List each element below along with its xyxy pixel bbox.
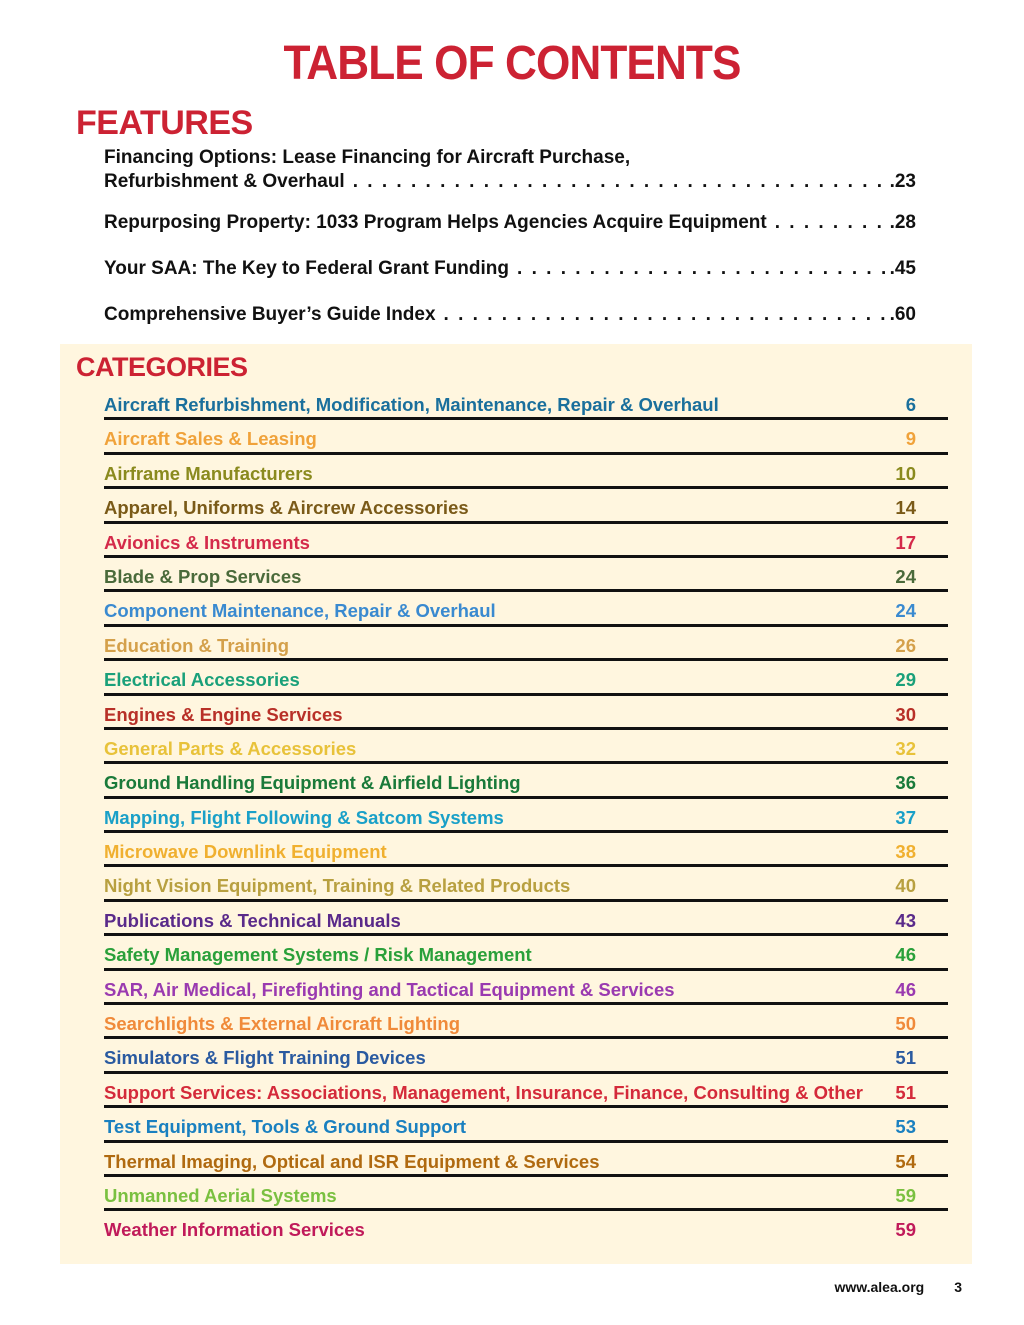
- categories-list: [104, 386, 948, 1246]
- category-page-number: 10: [895, 462, 916, 484]
- page-footer: [834, 1279, 962, 1295]
- category-page-number: 24: [895, 600, 916, 622]
- feature-page-number: .23: [889, 171, 916, 192]
- category-label: Apparel, Uniforms & Aircrew Accessories: [104, 497, 469, 519]
- category-row[interactable]: [104, 1211, 948, 1245]
- footer-website[interactable]: www.alea.org: [834, 1279, 925, 1295]
- feature-page-number: .45: [889, 258, 916, 279]
- category-row[interactable]: [104, 386, 948, 420]
- feature-item[interactable]: [104, 257, 916, 281]
- leader-dots: [444, 303, 886, 327]
- category-row[interactable]: [104, 627, 948, 661]
- category-label: Electrical Accessories: [104, 669, 300, 691]
- category-row[interactable]: [104, 420, 948, 454]
- category-label: Component Maintenance, Repair & Overhaul: [104, 600, 496, 622]
- category-row[interactable]: [104, 1074, 948, 1108]
- category-page-number: 59: [895, 1184, 916, 1206]
- category-row[interactable]: [104, 730, 948, 764]
- category-row[interactable]: [104, 764, 948, 798]
- category-page-number: 43: [895, 909, 916, 931]
- category-row[interactable]: [104, 833, 948, 867]
- features-heading: FEATURES: [76, 104, 253, 142]
- category-row[interactable]: [104, 799, 948, 833]
- category-label: Support Services: Associations, Management, Insurance, Finance, Consulting & Other: [104, 1081, 863, 1103]
- category-page-number: 51: [895, 1047, 916, 1069]
- category-label: Airframe Manufacturers: [104, 462, 313, 484]
- category-row[interactable]: [104, 489, 948, 523]
- page-title: TABLE OF CONTENTS: [283, 37, 741, 90]
- category-label: Publications & Technical Manuals: [104, 909, 401, 931]
- category-row[interactable]: [104, 696, 948, 730]
- category-row[interactable]: [104, 1143, 948, 1177]
- category-label: SAR, Air Medical, Firefighting and Tactical Equipment & Services: [104, 978, 675, 1000]
- category-label: Safety Management Systems / Risk Management: [104, 944, 532, 966]
- category-row[interactable]: [104, 936, 948, 970]
- categories-heading: CATEGORIES: [76, 352, 248, 382]
- category-label: Microwave Downlink Equipment: [104, 841, 387, 863]
- category-row[interactable]: [104, 592, 948, 626]
- category-label: Aircraft Sales & Leasing: [104, 428, 317, 450]
- category-page-number: 54: [895, 1150, 916, 1172]
- category-row[interactable]: [104, 902, 948, 936]
- feature-page-number: .60: [889, 304, 916, 325]
- category-page-number: 46: [895, 944, 916, 966]
- feature-item[interactable]: [104, 146, 916, 194]
- category-row[interactable]: [104, 558, 948, 592]
- category-row[interactable]: [104, 1039, 948, 1073]
- category-row[interactable]: [104, 971, 948, 1005]
- category-page-number: 14: [895, 497, 916, 519]
- category-page-number: 6: [905, 394, 916, 415]
- category-page-number: 26: [895, 634, 916, 656]
- category-label: Blade & Prop Services: [104, 565, 302, 587]
- category-row[interactable]: [104, 1005, 948, 1039]
- feature-title: Comprehensive Buyer’s Guide Index: [104, 304, 436, 325]
- category-page-number: 17: [895, 531, 916, 553]
- category-row[interactable]: [104, 524, 948, 558]
- category-label: Night Vision Equipment, Training & Related Products: [104, 875, 571, 897]
- feature-page-number: .28: [889, 212, 916, 233]
- category-page-number: 59: [895, 1219, 916, 1241]
- category-page-number: 32: [895, 737, 916, 759]
- feature-title-line1: Financing Options: Lease Financing for Aircraft Purchase,: [104, 147, 631, 168]
- leader-dots: [353, 170, 886, 194]
- category-label: Thermal Imaging, Optical and ISR Equipment & Services: [104, 1150, 600, 1172]
- category-row[interactable]: [104, 1177, 948, 1211]
- category-label: Unmanned Aerial Systems: [104, 1184, 337, 1206]
- category-label: Weather Information Services: [104, 1219, 365, 1241]
- category-page-number: 51: [895, 1081, 916, 1103]
- leader-dots: [775, 211, 886, 235]
- category-page-number: 9: [905, 428, 916, 450]
- category-page-number: 24: [895, 565, 916, 587]
- feature-item[interactable]: [104, 211, 916, 235]
- feature-title: Refurbishment & Overhaul: [104, 171, 345, 192]
- category-label: Simulators & Flight Training Devices: [104, 1047, 426, 1069]
- category-row[interactable]: [104, 455, 948, 489]
- category-page-number: 40: [895, 875, 916, 897]
- category-page-number: 38: [895, 841, 916, 863]
- category-row[interactable]: [104, 867, 948, 901]
- category-page-number: 29: [895, 669, 916, 691]
- category-label: Ground Handling Equipment & Airfield Lighting: [104, 772, 521, 794]
- category-page-number: 53: [895, 1116, 916, 1138]
- category-row[interactable]: [104, 661, 948, 695]
- category-label: Test Equipment, Tools & Ground Support: [104, 1116, 467, 1138]
- feature-title: Your SAA: The Key to Federal Grant Funding: [104, 258, 510, 279]
- category-label: General Parts & Accessories: [104, 737, 357, 759]
- category-label: Searchlights & External Aircraft Lighting: [104, 1013, 461, 1035]
- category-page-number: 37: [895, 806, 916, 828]
- category-page-number: 30: [895, 703, 916, 725]
- category-page-number: 50: [895, 1013, 916, 1035]
- category-label: Mapping, Flight Following & Satcom Systems: [104, 806, 504, 828]
- category-page-number: 46: [895, 978, 916, 1000]
- category-label: Engines & Engine Services: [104, 703, 343, 725]
- category-page-number: 36: [895, 772, 916, 794]
- footer-page-number: 3: [954, 1279, 962, 1295]
- leader-dots: [517, 257, 886, 281]
- category-row[interactable]: [104, 1108, 948, 1142]
- feature-title: Repurposing Property: 1033 Program Helps Agencies Acquire Equipment: [104, 212, 767, 233]
- category-label: Education & Training: [104, 634, 290, 656]
- category-label: Avionics & Instruments: [104, 531, 310, 553]
- feature-item[interactable]: [104, 303, 916, 327]
- category-label: Aircraft Refurbishment, Modification, Maintenance, Repair & Overhaul: [104, 394, 719, 415]
